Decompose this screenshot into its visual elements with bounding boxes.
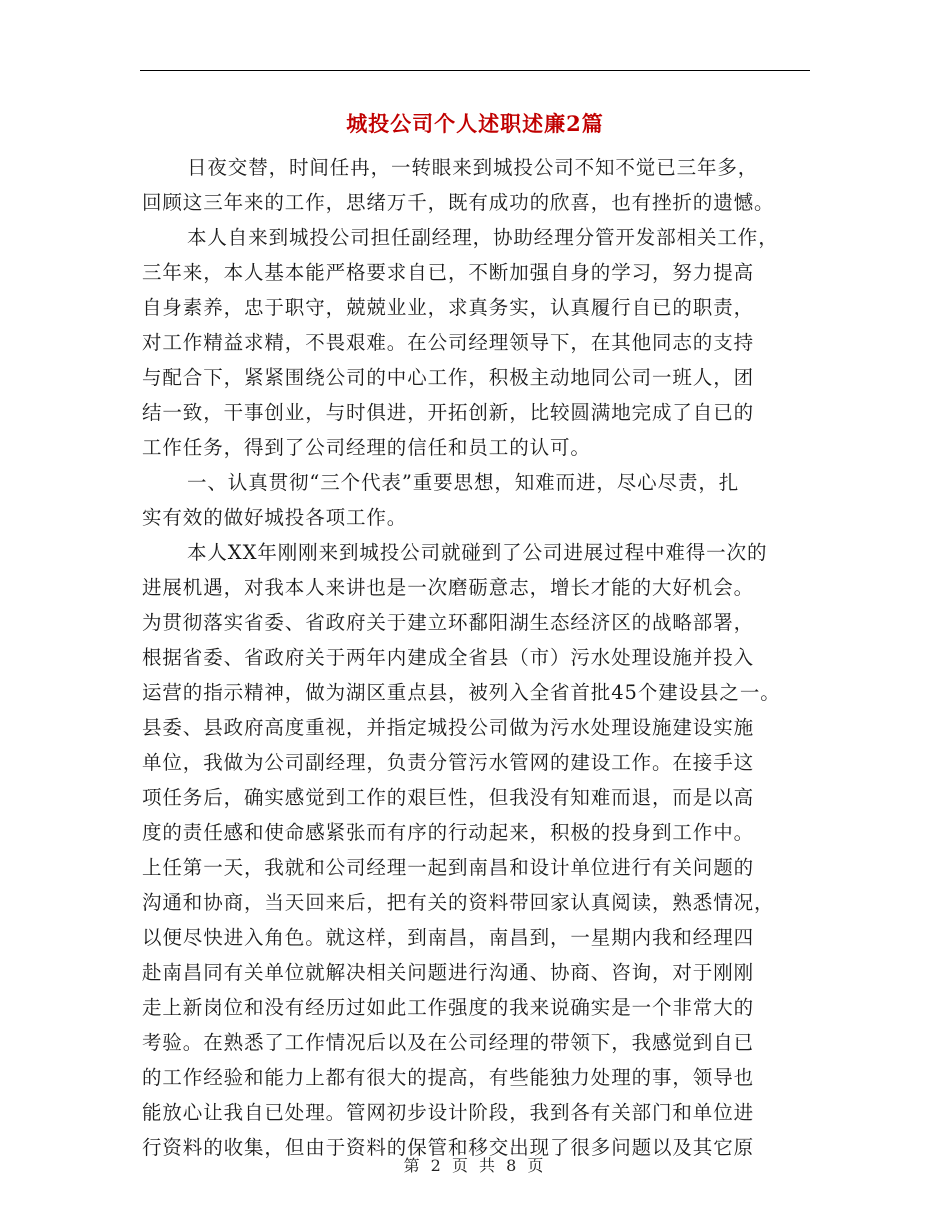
text-line: 对工作精益求精，不畏艰难。在公司经理领导下，在其他同志的支持 bbox=[142, 331, 755, 354]
text-line: 进展机遇，对我本人来讲也是一次磨砺意志，增长才能的大好机会。 bbox=[142, 576, 755, 599]
text-line: 沟通和协商，当天回来后，把有关的资料带回家认真阅读，熟悉情况， bbox=[142, 891, 775, 914]
text-line: 为贯彻落实省委、省政府关于建立环鄱阳湖生态经济区的战略部署， bbox=[142, 611, 755, 634]
text-line: 日夜交替，时间任冉，一转眼来到城投公司不知不觉已三年多， bbox=[187, 156, 759, 179]
text-line: 度的责任感和使命感紧张而有序的行动起来，积极的投身到工作中。 bbox=[142, 821, 755, 844]
text-line: 上任第一天，我就和公司经理一起到南昌和设计单位进行有关问题的 bbox=[142, 856, 755, 879]
text-line: 结一致，干事创业，与时俱进，开拓创新，比较圆满地完成了自已的 bbox=[142, 401, 755, 424]
document-title: 城投公司个人述职述廉2篇 bbox=[346, 111, 604, 136]
text-line: 单位，我做为公司副经理，负责分管污水管网的建设工作。在接手这 bbox=[142, 751, 755, 774]
text-line: 一、认真贯彻“三个代表”重要思想，知难而进，尽心尽责，扎 bbox=[187, 471, 740, 494]
text-line: 的工作经验和能力上都有很大的提高，有些能独力处理的事，领导也 bbox=[142, 1066, 755, 1089]
text-line: 工作任务，得到了公司经理的信任和员工的认可。 bbox=[142, 436, 591, 459]
page-number: 第 2 页 共 8 页 bbox=[403, 1156, 547, 1175]
text-line: 走上新岗位和没有经历过如此工作强度的我来说确实是一个非常大的 bbox=[142, 996, 755, 1019]
text-line: 能放心让我自已处理。管网初步设计阶段，我到各有关部门和单位进 bbox=[142, 1101, 755, 1124]
text-line: 自身素养，忠于职守，兢兢业业，求真务实，认真履行自已的职责， bbox=[142, 296, 755, 319]
text-line: 赴南昌同有关单位就解决相关问题进行沟通、协商、咨询，对于刚刚 bbox=[142, 961, 755, 984]
text-line: 项任务后，确实感觉到工作的艰巨性，但我没有知难而退，而是以高 bbox=[142, 786, 755, 809]
text-line: 与配合下，紧紧围绕公司的中心工作，积极主动地同公司一班人，团 bbox=[142, 366, 755, 389]
text-line: 三年来，本人基本能严格要求自已，不断加强自身的学习，努力提高 bbox=[142, 261, 755, 284]
text-line: 本人自来到城投公司担任副经理，协助经理分管开发部相关工作， bbox=[187, 226, 779, 249]
text-line: 本人XX年刚刚来到城投公司就碰到了公司进展过程中难得一次的 bbox=[187, 541, 768, 564]
document-body bbox=[142, 150, 812, 1165]
text-line: 以便尽快进入角色。就这样，到南昌，南昌到，一星期内我和经理四 bbox=[142, 926, 755, 949]
header-rule bbox=[140, 70, 810, 71]
text-line: 县委、县政府高度重视，并指定城投公司做为污水处理设施建设实施 bbox=[142, 716, 755, 739]
text-line: 根据省委、省政府关于两年内建成全省县（市）污水处理设施并投入 bbox=[142, 646, 755, 669]
text-line: 运营的指示精神，做为湖区重点县，被列入全省首批45个建设县之一。 bbox=[142, 681, 781, 704]
text-line: 考验。在熟悉了工作情况后以及在公司经理的带领下，我感觉到自已 bbox=[142, 1031, 755, 1054]
text-line: 行资料的收集，但由于资料的保管和移交出现了很多问题以及其它原 bbox=[142, 1136, 755, 1159]
text-line: 回顾这三年来的工作，思绪万千，既有成功的欣喜，也有挫折的遗憾。 bbox=[142, 191, 775, 214]
text-line: 实有效的做好城投各项工作。 bbox=[142, 506, 408, 529]
